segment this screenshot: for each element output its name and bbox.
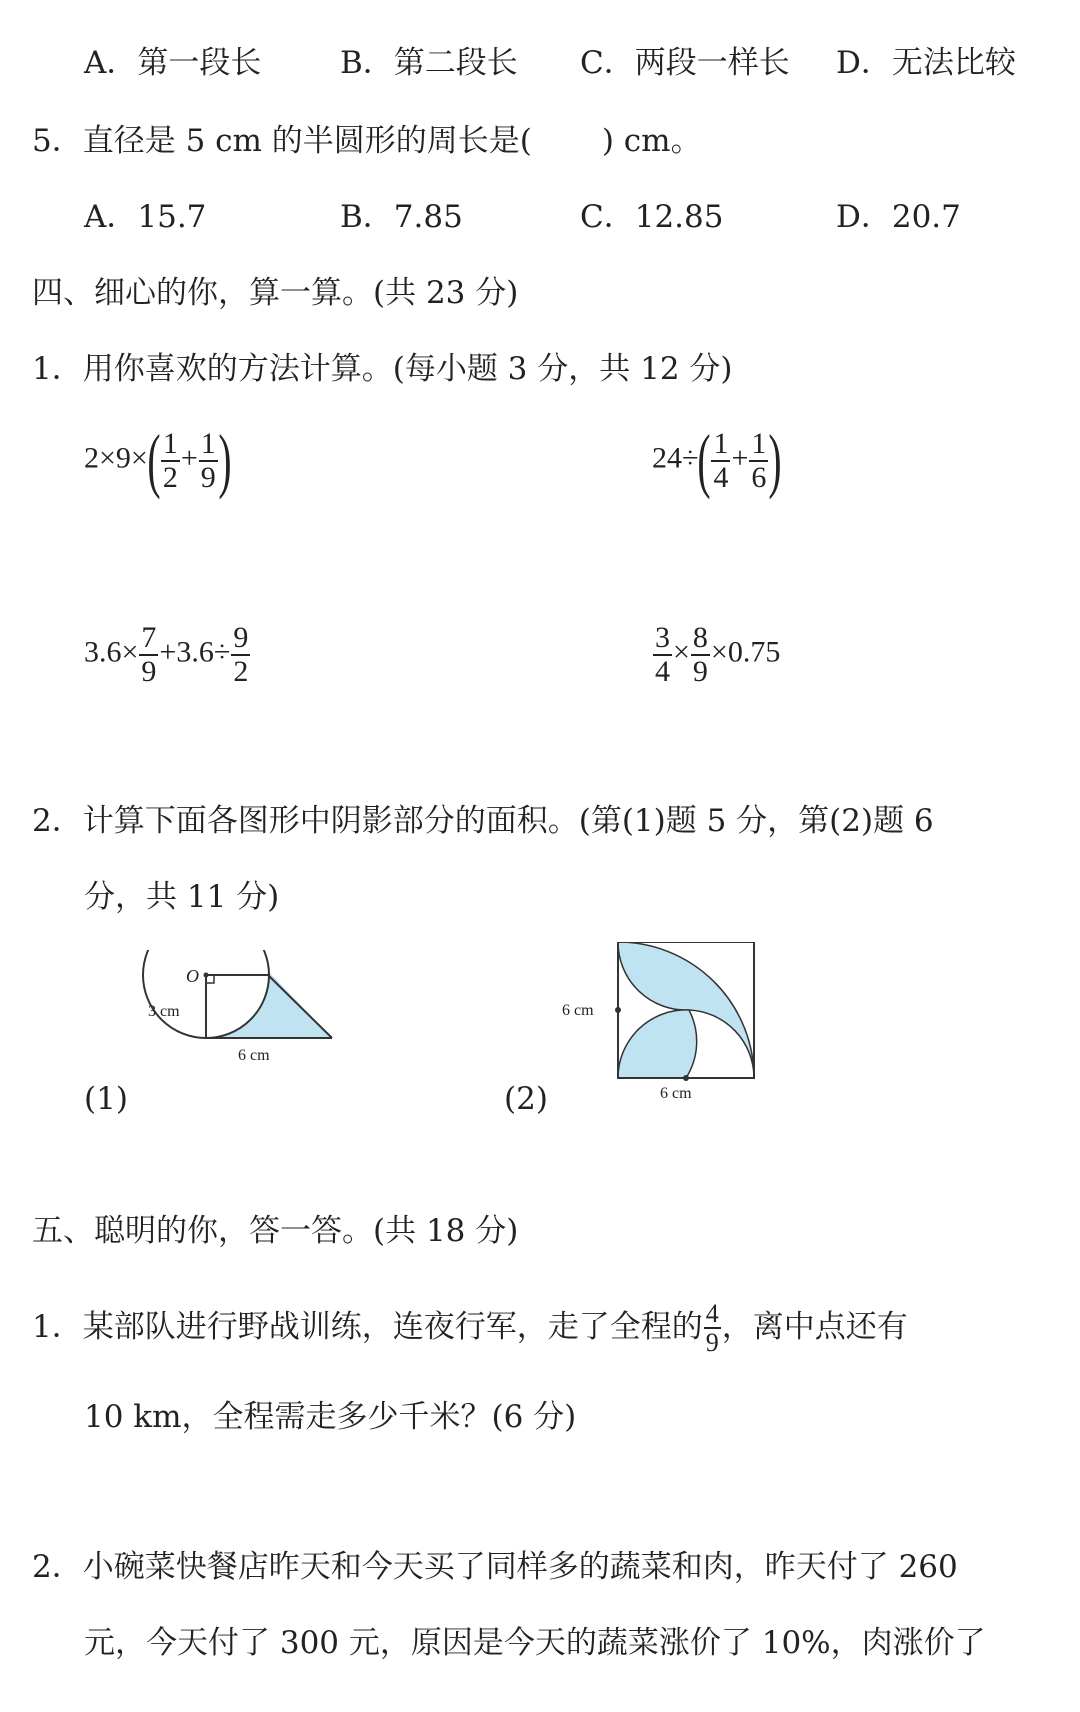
fig2-side-dot xyxy=(615,1007,621,1013)
numerator: 4 xyxy=(705,1299,719,1328)
section5-q1-line1 xyxy=(32,1300,908,1357)
denominator: 6 xyxy=(751,460,767,494)
fraction xyxy=(704,1300,721,1357)
fraction xyxy=(231,622,250,687)
expression-2 xyxy=(652,420,782,501)
q4-option-d: D．无法比较 xyxy=(836,45,1016,81)
fraction xyxy=(749,428,768,493)
denominator: 9 xyxy=(200,460,216,494)
expr4-mid: × xyxy=(673,635,690,669)
section4-q2-title-line2: 分，共 11 分) xyxy=(84,879,280,915)
numerator: 8 xyxy=(692,621,708,654)
denominator: 4 xyxy=(713,460,729,494)
q5-stem-post: ) cm。 xyxy=(601,123,702,159)
left-paren-glyph: ( xyxy=(147,420,161,501)
numerator: 7 xyxy=(141,621,157,654)
section5-q2-line1: 2．小碗菜快餐店昨天和今天买了同样多的蔬菜和肉，昨天付了 260 xyxy=(32,1549,958,1585)
section4-q2-title-line1: 2．计算下面各图形中阴影部分的面积。(第(1)题 5 分，第(2)题 6 xyxy=(32,803,934,839)
numerator: 9 xyxy=(233,621,249,654)
expr1-prefix: 2×9× xyxy=(84,441,148,475)
section5-q1-line2: 10 km，全程需走多少千米？(6 分) xyxy=(84,1399,577,1435)
q4-option-b: B．第二段长 xyxy=(340,45,518,81)
expr2-prefix: 24÷ xyxy=(652,441,699,475)
fig2-base-dot xyxy=(683,1075,689,1081)
q4-option-a: A．第一段长 xyxy=(84,45,262,81)
expression-4 xyxy=(652,622,780,687)
section4-title: 四、细心的你，算一算。(共 23 分) xyxy=(32,275,519,311)
denominator: 9 xyxy=(705,1328,719,1358)
figure-1-label: (1) xyxy=(84,1081,128,1117)
figure-1-diagram xyxy=(130,950,350,1100)
fig1-center-dot xyxy=(204,973,209,978)
fraction xyxy=(691,622,710,687)
q1-text-post: ，离中点还有 xyxy=(721,1308,908,1345)
fraction xyxy=(139,622,158,687)
fraction xyxy=(161,428,180,493)
section5-q2-line2: 元，今天付了 300 元，原因是今天的蔬菜涨价了 10%，肉涨价了 xyxy=(84,1625,986,1661)
operator: + xyxy=(180,441,198,475)
expr3-part-a: 3.6× xyxy=(84,635,139,669)
q5-option-d: D．20.7 xyxy=(836,199,961,235)
section5-title: 五、聪明的你，答一答。(共 18 分) xyxy=(32,1213,519,1249)
fig1-base-label: 6 cm xyxy=(238,1047,270,1064)
left-paren-glyph: ( xyxy=(697,420,712,501)
q4-option-c: C．两段一样长 xyxy=(580,45,790,81)
fig1-radius-label: 3 cm xyxy=(148,1003,180,1020)
fraction xyxy=(653,622,672,687)
q5-stem-pre: 5．直径是 5 cm 的半圆形的周长是( xyxy=(32,123,532,159)
expr4-tail: ×0.75 xyxy=(710,635,781,669)
q5-stem xyxy=(32,123,702,159)
expr3-part-b: +3.6÷ xyxy=(159,635,231,669)
figure-2-diagram xyxy=(560,942,760,1102)
denominator: 9 xyxy=(141,654,157,688)
numerator: 1 xyxy=(200,427,216,460)
q5-option-b: B．7.85 xyxy=(340,199,463,235)
numerator: 1 xyxy=(713,427,729,460)
numerator: 3 xyxy=(655,621,670,654)
operator: + xyxy=(731,441,749,475)
expression-3 xyxy=(84,622,251,687)
q5-option-c: C．12.85 xyxy=(580,199,724,235)
denominator: 9 xyxy=(692,654,708,688)
q5-option-a: A．15.7 xyxy=(84,199,207,235)
denominator: 2 xyxy=(162,460,178,494)
right-paren-glyph: ) xyxy=(218,420,232,501)
fraction xyxy=(199,428,218,493)
figure-2-label: (2) xyxy=(504,1081,548,1117)
fig1-center-label: O xyxy=(186,966,199,986)
q1-text-pre: 1．某部队进行野战训练，连夜行军，走了全程的 xyxy=(32,1308,703,1345)
denominator: 2 xyxy=(233,654,249,688)
right-paren-glyph: ) xyxy=(768,420,782,501)
fraction xyxy=(711,428,730,493)
expression-1 xyxy=(84,420,232,501)
numerator: 1 xyxy=(162,427,178,460)
section4-q1-title: 1．用你喜欢的方法计算。(每小题 3 分，共 12 分) xyxy=(32,351,733,387)
fig2-side-label: 6 cm xyxy=(562,1002,594,1019)
numerator: 1 xyxy=(751,427,767,460)
fig2-base-label: 6 cm xyxy=(660,1085,692,1102)
denominator: 4 xyxy=(655,654,670,688)
